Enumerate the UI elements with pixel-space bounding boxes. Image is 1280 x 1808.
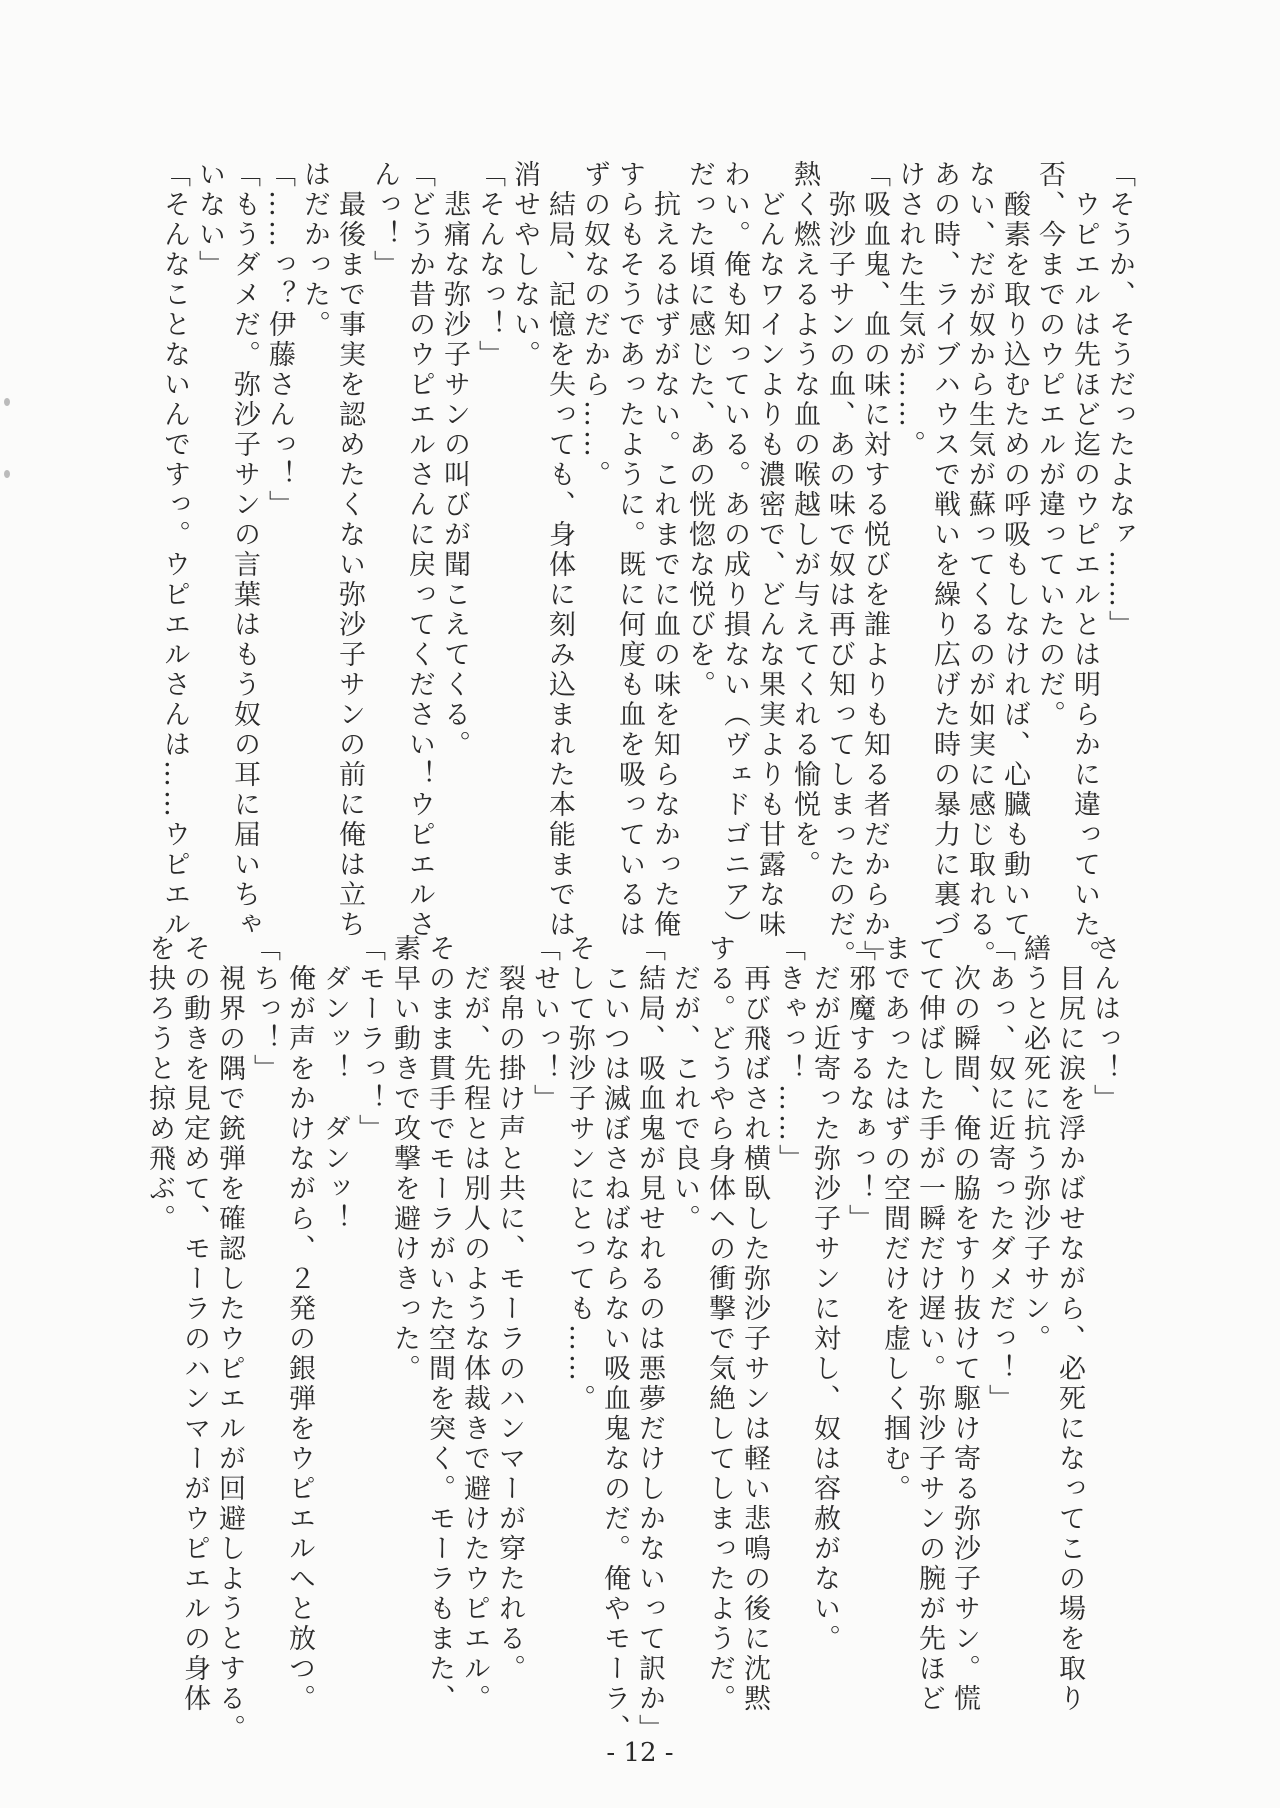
text-line: 「そんなっ！」 xyxy=(474,160,505,370)
text-line: どんなワインよりも濃密で、どんな果実よりも甘露な味 xyxy=(754,160,785,940)
text-line: ない、だが奴から生気が蘇ってくるのが如実に感じ取れる。 xyxy=(964,160,995,970)
text-line: 「きゃっ！……」 xyxy=(774,934,805,1174)
text-line: 「どうか昔のウピエルさんに戻ってください！ウピエルさ xyxy=(404,160,435,940)
text-line: 結局、記憶を失っても、身体に刻み込まれた本能までは xyxy=(544,160,575,940)
text-line: 熱く燃えるような血の喉越しが与えてくれる愉悦を。 xyxy=(789,160,820,880)
text-line: 繕うと必死に抗う弥沙子サン。 xyxy=(1019,934,1050,1354)
text-line: ダンッ！ ダンッ！ xyxy=(319,934,350,1234)
text-line: わい。俺も知っている。あの成り損ない（ヴェドゴニア） xyxy=(719,160,750,940)
text-line: 「結局、吸血鬼が見せれるのは悪夢だけしかないって訳か」 xyxy=(634,934,665,1744)
text-line: はだかった。 xyxy=(299,160,330,340)
text-line: けされた生気が……。 xyxy=(894,160,925,460)
text-line: いない」 xyxy=(194,160,225,280)
text-line: 「モーラっ！」 xyxy=(354,934,385,1144)
text-line: 裂帛の掛け声と共に、モーラのハンマーが穿たれる。 xyxy=(494,934,525,1684)
text-line: てて伸ばした手が一瞬だけ遅い。弥沙子サンの腕が先ほど xyxy=(914,934,945,1714)
text-line: 「そんなことないんですっ。ウピエルさんは……ウピエル xyxy=(159,160,190,940)
text-line: 悲痛な弥沙子サンの叫びが聞こえてくる。 xyxy=(439,160,470,760)
text-line: ずの奴なのだから……。 xyxy=(579,160,610,490)
text-line: すらもそうであったように。既に何度も血を吸っているは xyxy=(614,160,645,940)
text-line: んっ！」 xyxy=(369,160,400,280)
text-line: 「……っ？伊藤さんっ！」 xyxy=(264,160,295,520)
text-line: さんはっ！」 xyxy=(1089,934,1120,1114)
text-block-upper xyxy=(157,160,1137,970)
text-line: その動きを見定めて、モーラのハンマーがウピエルの身体 xyxy=(179,934,210,1714)
text-line: 視界の隅で銃弾を確認したウピエルが回避しようとする。 xyxy=(214,934,245,1744)
text-line: を抉ろうと掠め飛ぶ。 xyxy=(144,934,175,1234)
text-line: 酸素を取り込むための呼吸もしなければ、心臓も動いて xyxy=(999,160,1030,940)
text-line: そして弥沙子サンにとっても……。 xyxy=(564,934,595,1414)
text-line: 次の瞬間、俺の脇をすり抜けて駆け寄る弥沙子サン。慌 xyxy=(949,934,980,1714)
text-line: だが近寄った弥沙子サンに対し、奴は容赦がない。 xyxy=(809,934,840,1654)
text-line: だが、これで良い。 xyxy=(669,934,700,1234)
text-line: する。どうやら身体への衝撃で気絶してしまったようだ。 xyxy=(704,934,735,1714)
text-line: 再び飛ばされ横臥した弥沙子サンは軽い悲鳴の後に沈黙 xyxy=(739,934,770,1714)
text-line: 「邪魔するなぁっ！」 xyxy=(844,934,875,1234)
text-line: 抗えるはずがない。これまでに血の味を知らなかった俺 xyxy=(649,160,680,940)
text-line: ウピエルは先ほど迄のウピエルとは明らかに違っていた。 xyxy=(1069,160,1100,970)
text-line: だが、先程とは別人のような体裁きで避けたウピエル。 xyxy=(459,934,490,1714)
text-line: 俺が声をかけながら、２発の銀弾をウピエルへと放つ。 xyxy=(284,934,315,1714)
text-line: 「吸血鬼、血の味に対する悦びを誰よりも知る者だからか」 xyxy=(859,160,890,970)
scan-speck xyxy=(4,398,10,406)
text-line: 「せいっ！」 xyxy=(529,934,560,1114)
text-line: 目尻に涙を浮かばせながら、必死になってこの場を取り xyxy=(1054,934,1085,1714)
text-line: だった頃に感じた、あの恍惚な悦びを。 xyxy=(684,160,715,700)
text-line: 否、今までのウピエルが違っていたのだ。 xyxy=(1034,160,1065,730)
text-line: そのまま貫手でモーラがいた空間を突く。モーラもまた、 xyxy=(424,934,455,1714)
text-line: 「ちっ！」 xyxy=(249,934,280,1084)
text-line: まであったはずの空間だけを虚しく掴む。 xyxy=(879,934,910,1504)
page-number: - 12 - xyxy=(606,1738,674,1768)
scan-speck xyxy=(4,470,10,478)
text-line: 「あっ、奴に近寄ったダメだっ！」 xyxy=(984,934,1015,1414)
text-line: 「もうダメだ。弥沙子サンの言葉はもう奴の耳に届いちゃ xyxy=(229,160,260,940)
text-block-lower xyxy=(142,934,1122,1744)
text-line: 「そうか、そうだったよなァ……」 xyxy=(1104,160,1135,640)
text-line: あの時、ライブハウスで戦いを繰り広げた時の暴力に裏づ xyxy=(929,160,960,940)
text-line: 消せやしない。 xyxy=(509,160,540,370)
text-line: 弥沙子サンの血、あの味で奴は再び知ってしまったのだ。 xyxy=(824,160,855,970)
text-line: 素早い動きで攻撃を避けきった。 xyxy=(389,934,420,1384)
text-line: こいつは滅ぼさねばならない吸血鬼なのだ。俺やモーラ、 xyxy=(599,934,630,1744)
text-line: 最後まで事実を認めたくない弥沙子サンの前に俺は立ち xyxy=(334,160,365,940)
